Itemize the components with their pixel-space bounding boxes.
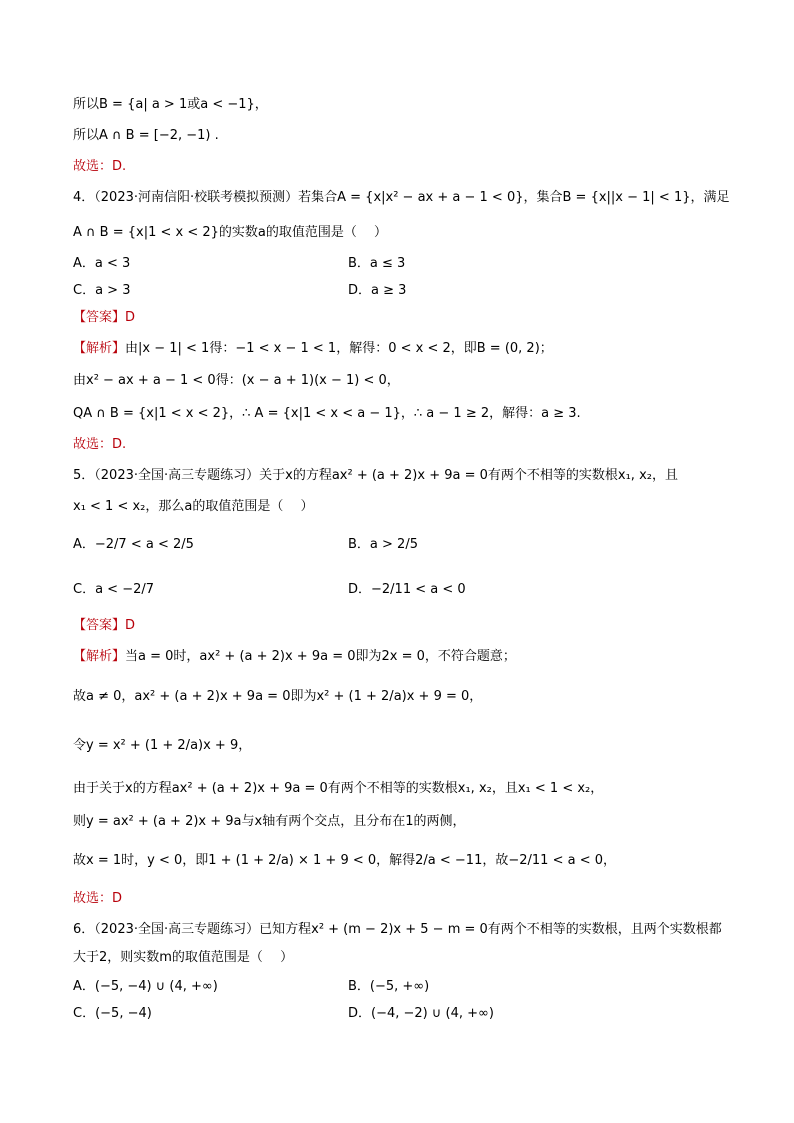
line-select-d: 故选：D. <box>73 159 127 174</box>
q4-option-b: B．a ≤ 3 <box>348 256 406 271</box>
q5-explanation-5: 则y = ax² + (a + 2)x + 9a与x轴有两个交点，且分布在1的两侧， <box>73 814 466 829</box>
q5-explanation-1 <box>73 648 516 666</box>
q4-explanation-3: QA ∩ B = {x|1 < x < 2}，∴ A = {x|1 < x < a − 1}，∴ a − 1 ≥ 2，解得：a ≥ 3. <box>73 406 581 421</box>
q5-answer-value: D <box>125 618 136 633</box>
q5-explanation-6: 故x = 1时，y < 0，即1 + (1 + 2/a) × 1 + 9 < 0，解得2/a < −11，故−2/11 < a < 0， <box>73 853 616 868</box>
q6-stem-line1: 6．（2023·全国·高三专题练习）已知方程x² + (m − 2)x + 5 − m = 0有两个不相等的实数根，且两个实数根都 <box>73 922 722 937</box>
q5-option-c: C．a < −2/7 <box>73 582 155 597</box>
q6-stem-line2: 大于2，则实数m的取值范围是（ ） <box>73 950 294 965</box>
q5-answer-tag: 【答案】 <box>73 618 126 633</box>
q4-answer-tag: 【答案】 <box>73 310 126 325</box>
q4-stem-line2: A ∩ B = {x|1 < x < 2}的实数a的取值范围是（ ） <box>73 225 388 240</box>
q5-answer <box>73 617 135 635</box>
q4-option-c: C．a > 3 <box>73 283 131 298</box>
q4-option-d: D．a ≥ 3 <box>348 283 407 298</box>
q5-option-a: A．−2/7 < a < 2/5 <box>73 537 194 552</box>
q6-option-b: B．(−5, +∞) <box>348 979 430 994</box>
q4-explanation-2: 由x² − ax + a − 1 < 0得：(x − a + 1)(x − 1) < 0， <box>73 373 400 388</box>
q5-stem-line1: 5．（2023·全国·高三专题练习）关于x的方程ax² + (a + 2)x + 9a = 0有两个不相等的实数根x₁, x₂，且 <box>73 468 678 483</box>
line-intersection: 所以A ∩ B = [−2, −1) . <box>73 128 219 143</box>
q6-option-a: A．(−5, −4) ∪ (4, +∞) <box>73 979 218 994</box>
q5-explanation-4: 由于关于x的方程ax² + (a + 2)x + 9a = 0有两个不相等的实数根x₁, x₂，且x₁ < 1 < x₂， <box>73 781 604 796</box>
q4-stem-line1: 4．（2023·河南信阳·校联考模拟预测）若集合A = {x|x² − ax + a − 1 < 0}，集合B = {x||x − 1| < 1}，满足 <box>73 190 730 205</box>
q4-explanation-text: 由|x − 1| < 1得：−1 < x − 1 < 1，解得：0 < x < 2，即B = (0, 2)； <box>125 341 553 356</box>
q5-explanation-3: 令y = x² + (1 + 2/a)x + 9， <box>73 738 252 753</box>
q6-option-d: D．(−4, −2) ∪ (4, +∞) <box>348 1006 494 1021</box>
q4-option-a: A．a < 3 <box>73 256 131 271</box>
q4-answer-value: D <box>125 310 136 325</box>
q4-explanation-1 <box>73 340 553 358</box>
q4-explanation-tag: 【解析】 <box>73 341 126 356</box>
q5-explanation-tag: 【解析】 <box>73 649 126 664</box>
q4-select: 故选：D. <box>73 437 127 452</box>
q5-option-d: D．−2/11 < a < 0 <box>348 582 466 597</box>
q5-option-b: B．a > 2/5 <box>348 537 418 552</box>
line-set-b: 所以B = {a| a > 1或a < −1}， <box>73 97 268 112</box>
q4-answer <box>73 309 135 327</box>
q5-stem-line2: x₁ < 1 < x₂，那么a的取值范围是（ ） <box>73 499 314 514</box>
q5-select: 故选：D <box>73 891 123 906</box>
q6-option-c: C．(−5, −4) <box>73 1006 152 1021</box>
q5-explanation-text: 当a = 0时，ax² + (a + 2)x + 9a = 0即为2x = 0，不符合题意； <box>125 649 516 664</box>
q5-explanation-2: 故a ≠ 0，ax² + (a + 2)x + 9a = 0即为x² + (1 + 2/a)x + 9 = 0， <box>73 689 483 704</box>
